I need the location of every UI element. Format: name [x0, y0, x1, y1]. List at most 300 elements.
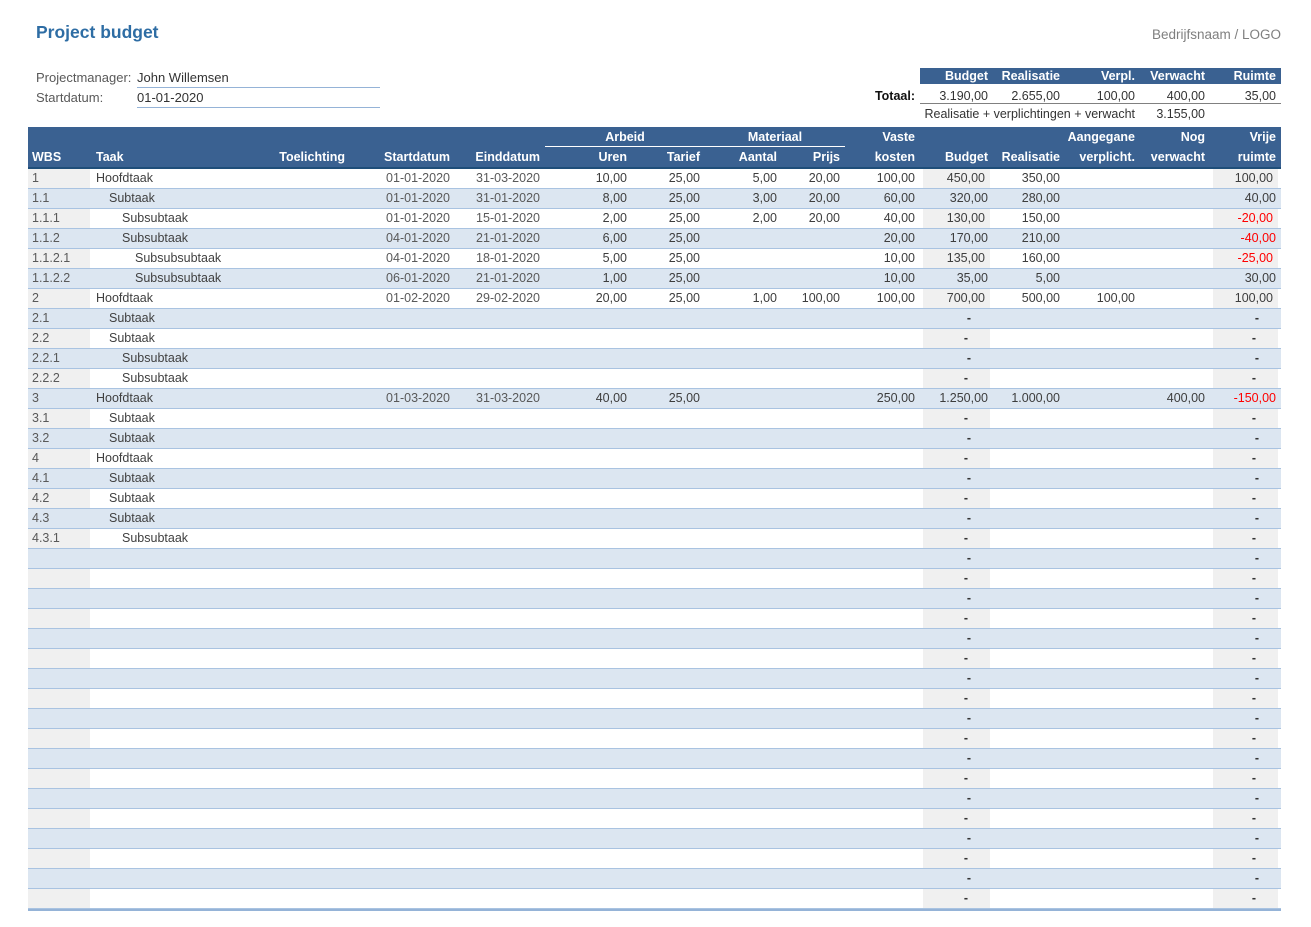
cell-startdatum[interactable] [350, 769, 455, 788]
cell-startdatum[interactable] [350, 469, 455, 488]
cell-wbs[interactable] [28, 829, 90, 848]
cell-toelichting[interactable] [255, 189, 350, 208]
cell-taak[interactable]: Hoofdtaak [96, 291, 153, 305]
cell-uren[interactable] [545, 889, 632, 908]
cell-kosten[interactable] [845, 649, 920, 668]
cell-kosten[interactable] [845, 849, 920, 868]
cell-wbs[interactable] [28, 549, 90, 568]
cell-verplicht[interactable] [1065, 429, 1140, 448]
cell-startdatum[interactable]: 04-01-2020 [386, 251, 450, 265]
cell-taak[interactable]: Subtaak [109, 331, 155, 345]
cell-toelichting[interactable] [255, 249, 350, 268]
cell-toelichting[interactable] [255, 329, 350, 348]
total-verwacht[interactable]: 400,00 [1140, 88, 1210, 104]
cell-prijs[interactable] [782, 649, 845, 668]
cell-verwacht[interactable] [1140, 169, 1210, 188]
cell-ruimte[interactable]: - [1210, 849, 1281, 868]
startdatum-field[interactable]: 01-01-2020 [137, 88, 380, 108]
cell-budget[interactable]: - [966, 831, 971, 845]
cell-ruimte[interactable]: - [1254, 591, 1259, 605]
cell-budget[interactable]: - [966, 311, 971, 325]
cell-aantal[interactable] [705, 629, 782, 648]
cell-verplicht[interactable] [1065, 489, 1140, 508]
cell-startdatum[interactable] [350, 509, 455, 528]
cell-verplicht[interactable] [1065, 869, 1140, 888]
cell-aantal[interactable] [705, 889, 782, 908]
cell-realisatie[interactable]: 5,00 [1035, 271, 1060, 285]
cell-uren[interactable] [545, 449, 632, 468]
cell-prijs[interactable]: 20,00 [808, 171, 840, 185]
cell-toelichting[interactable] [255, 409, 350, 428]
cell-prijs[interactable] [782, 629, 845, 648]
cell-wbs[interactable] [28, 869, 90, 888]
cell-prijs[interactable] [782, 389, 845, 408]
cell-budget[interactable]: - [966, 871, 971, 885]
cell-wbs[interactable]: 2.2 [28, 329, 90, 348]
cell-tarief[interactable] [632, 449, 705, 468]
cell-tarief[interactable]: 25,00 [668, 291, 700, 305]
cell-prijs[interactable] [782, 369, 845, 388]
cell-einddatum[interactable] [455, 529, 545, 548]
cell-uren[interactable]: 10,00 [595, 171, 627, 185]
cell-toelichting[interactable] [255, 509, 350, 528]
cell-toelichting[interactable] [255, 469, 350, 488]
cell-kosten[interactable] [845, 829, 920, 848]
cell-tarief[interactable]: 25,00 [668, 251, 700, 265]
cell-prijs[interactable] [782, 789, 845, 808]
cell-startdatum[interactable] [350, 349, 455, 368]
cell-startdatum[interactable] [350, 809, 455, 828]
cell-startdatum[interactable] [350, 869, 455, 888]
cell-toelichting[interactable] [255, 789, 350, 808]
cell-uren[interactable] [545, 769, 632, 788]
formula-value[interactable]: 3.155,00 [1156, 107, 1205, 121]
cell-uren[interactable] [545, 329, 632, 348]
cell-prijs[interactable] [782, 689, 845, 708]
cell-budget[interactable]: - [920, 729, 993, 748]
cell-verwacht[interactable] [1140, 889, 1210, 908]
cell-toelichting[interactable] [255, 629, 350, 648]
cell-taak[interactable] [90, 849, 255, 868]
cell-verwacht[interactable] [1140, 289, 1210, 308]
cell-wbs[interactable] [28, 609, 90, 628]
cell-uren[interactable] [545, 789, 632, 808]
cell-taak[interactable] [90, 569, 255, 588]
cell-verplicht[interactable] [1065, 749, 1140, 768]
cell-verwacht[interactable]: 400,00 [1166, 391, 1205, 405]
cell-verplicht[interactable] [1065, 309, 1140, 328]
cell-budget[interactable]: - [966, 751, 971, 765]
cell-verwacht[interactable] [1140, 369, 1210, 388]
cell-einddatum[interactable] [455, 589, 545, 608]
cell-aantal[interactable]: 1,00 [752, 291, 777, 305]
cell-realisatie[interactable] [993, 529, 1065, 548]
cell-tarief[interactable] [632, 569, 705, 588]
cell-einddatum[interactable]: 31-03-2020 [476, 391, 540, 405]
cell-uren[interactable]: 6,00 [602, 231, 627, 245]
cell-ruimte[interactable]: - [1210, 489, 1281, 508]
cell-toelichting[interactable] [255, 229, 350, 248]
cell-aantal[interactable] [705, 869, 782, 888]
cell-wbs[interactable] [28, 729, 90, 748]
cell-taak[interactable]: Subsubsubtaak [135, 251, 222, 265]
cell-aantal[interactable]: 2,00 [752, 211, 777, 225]
cell-uren[interactable] [545, 349, 632, 368]
cell-verplicht[interactable] [1065, 829, 1140, 848]
cell-tarief[interactable] [632, 889, 705, 908]
cell-budget[interactable]: - [966, 511, 971, 525]
cell-uren[interactable] [545, 649, 632, 668]
cell-einddatum[interactable] [455, 469, 545, 488]
cell-tarief[interactable] [632, 509, 705, 528]
cell-verplicht[interactable] [1065, 709, 1140, 728]
cell-taak[interactable] [90, 589, 255, 608]
cell-verwacht[interactable] [1140, 329, 1210, 348]
cell-einddatum[interactable] [455, 769, 545, 788]
cell-prijs[interactable] [782, 269, 845, 288]
cell-budget[interactable]: - [966, 591, 971, 605]
cell-startdatum[interactable]: 01-01-2020 [386, 171, 450, 185]
cell-startdatum[interactable]: 01-01-2020 [386, 211, 450, 225]
cell-verplicht[interactable] [1065, 509, 1140, 528]
cell-tarief[interactable]: 25,00 [668, 191, 700, 205]
cell-kosten[interactable] [845, 629, 920, 648]
cell-verplicht[interactable] [1065, 789, 1140, 808]
cell-verwacht[interactable] [1140, 769, 1210, 788]
cell-toelichting[interactable] [255, 889, 350, 908]
cell-ruimte[interactable]: - [1254, 511, 1259, 525]
cell-aantal[interactable] [705, 229, 782, 248]
cell-realisatie[interactable] [993, 449, 1065, 468]
cell-prijs[interactable] [782, 529, 845, 548]
cell-startdatum[interactable]: 01-03-2020 [386, 391, 450, 405]
cell-taak[interactable] [90, 869, 255, 888]
cell-prijs[interactable] [782, 249, 845, 268]
cell-budget[interactable]: - [920, 449, 993, 468]
cell-uren[interactable] [545, 409, 632, 428]
cell-taak[interactable] [90, 609, 255, 628]
cell-toelichting[interactable] [255, 449, 350, 468]
cell-realisatie[interactable] [993, 669, 1065, 688]
cell-tarief[interactable] [632, 429, 705, 448]
cell-aantal[interactable] [705, 509, 782, 528]
cell-prijs[interactable] [782, 229, 845, 248]
cell-aantal[interactable] [705, 329, 782, 348]
cell-toelichting[interactable] [255, 269, 350, 288]
cell-uren[interactable] [545, 669, 632, 688]
cell-startdatum[interactable] [350, 849, 455, 868]
cell-taak[interactable]: Subsubtaak [122, 531, 189, 545]
cell-verplicht[interactable] [1065, 169, 1140, 188]
cell-einddatum[interactable] [455, 709, 545, 728]
cell-tarief[interactable] [632, 749, 705, 768]
cell-ruimte[interactable]: - [1210, 809, 1281, 828]
cell-uren[interactable] [545, 709, 632, 728]
cell-toelichting[interactable] [255, 489, 350, 508]
cell-verplicht[interactable] [1065, 369, 1140, 388]
cell-einddatum[interactable] [455, 369, 545, 388]
cell-einddatum[interactable] [455, 669, 545, 688]
cell-aantal[interactable] [705, 429, 782, 448]
cell-realisatie[interactable] [993, 609, 1065, 628]
cell-toelichting[interactable] [255, 689, 350, 708]
cell-tarief[interactable]: 25,00 [668, 391, 700, 405]
cell-tarief[interactable] [632, 689, 705, 708]
cell-taak[interactable] [90, 549, 255, 568]
cell-wbs[interactable] [28, 849, 90, 868]
cell-tarief[interactable] [632, 589, 705, 608]
cell-verwacht[interactable] [1140, 309, 1210, 328]
cell-verwacht[interactable] [1140, 749, 1210, 768]
cell-verplicht[interactable] [1065, 449, 1140, 468]
cell-prijs[interactable] [782, 869, 845, 888]
cell-ruimte[interactable]: - [1254, 471, 1259, 485]
cell-wbs[interactable] [28, 569, 90, 588]
cell-prijs[interactable] [782, 749, 845, 768]
cell-prijs[interactable] [782, 669, 845, 688]
cell-kosten[interactable] [845, 489, 920, 508]
cell-wbs[interactable]: 1.1 [32, 191, 50, 205]
cell-einddatum[interactable] [455, 789, 545, 808]
cell-aantal[interactable] [705, 749, 782, 768]
cell-toelichting[interactable] [255, 849, 350, 868]
cell-startdatum[interactable] [350, 669, 455, 688]
cell-prijs[interactable] [782, 829, 845, 848]
cell-verwacht[interactable] [1140, 629, 1210, 648]
cell-ruimte[interactable]: - [1210, 609, 1281, 628]
cell-budget[interactable]: - [966, 671, 971, 685]
cell-verplicht[interactable] [1065, 469, 1140, 488]
cell-ruimte[interactable]: - [1254, 631, 1259, 645]
cell-uren[interactable] [545, 729, 632, 748]
cell-realisatie[interactable]: 150,00 [1021, 211, 1060, 225]
cell-einddatum[interactable] [455, 649, 545, 668]
cell-startdatum[interactable] [350, 689, 455, 708]
cell-ruimte[interactable]: - [1210, 769, 1281, 788]
cell-startdatum[interactable] [350, 729, 455, 748]
cell-realisatie[interactable] [993, 549, 1065, 568]
total-verpl[interactable]: 100,00 [1065, 88, 1140, 104]
cell-tarief[interactable] [632, 769, 705, 788]
cell-toelichting[interactable] [255, 809, 350, 828]
cell-kosten[interactable] [845, 789, 920, 808]
cell-einddatum[interactable]: 21-01-2020 [476, 231, 540, 245]
cell-uren[interactable] [545, 689, 632, 708]
cell-tarief[interactable] [632, 729, 705, 748]
cell-aantal[interactable] [705, 649, 782, 668]
cell-wbs[interactable] [28, 629, 90, 648]
cell-kosten[interactable] [845, 869, 920, 888]
cell-einddatum[interactable]: 15-01-2020 [476, 211, 540, 225]
cell-verplicht[interactable] [1065, 349, 1140, 368]
cell-realisatie[interactable] [993, 849, 1065, 868]
cell-taak[interactable] [90, 709, 255, 728]
cell-verwacht[interactable] [1140, 529, 1210, 548]
cell-wbs[interactable]: 1.1.2.1 [28, 249, 90, 268]
cell-verwacht[interactable] [1140, 809, 1210, 828]
cell-uren[interactable] [545, 369, 632, 388]
cell-kosten[interactable]: 100,00 [876, 171, 915, 185]
cell-prijs[interactable] [782, 549, 845, 568]
cell-realisatie[interactable] [993, 769, 1065, 788]
cell-verplicht[interactable] [1065, 769, 1140, 788]
cell-startdatum[interactable] [350, 709, 455, 728]
cell-verplicht[interactable] [1065, 249, 1140, 268]
cell-kosten[interactable] [845, 729, 920, 748]
cell-toelichting[interactable] [255, 529, 350, 548]
cell-realisatie[interactable]: 350,00 [1021, 171, 1060, 185]
cell-uren[interactable] [545, 609, 632, 628]
cell-einddatum[interactable] [455, 829, 545, 848]
cell-wbs[interactable]: 1.1.2.2 [32, 271, 71, 285]
cell-toelichting[interactable] [255, 829, 350, 848]
cell-kosten[interactable]: 40,00 [883, 211, 915, 225]
cell-kosten[interactable] [845, 449, 920, 468]
cell-taak[interactable] [90, 669, 255, 688]
cell-realisatie[interactable]: 500,00 [1021, 291, 1060, 305]
cell-budget[interactable]: - [920, 849, 993, 868]
cell-aantal[interactable] [705, 709, 782, 728]
cell-uren[interactable] [545, 309, 632, 328]
cell-verwacht[interactable] [1140, 669, 1210, 688]
cell-budget[interactable]: - [920, 649, 993, 668]
cell-einddatum[interactable] [455, 749, 545, 768]
cell-tarief[interactable] [632, 869, 705, 888]
cell-kosten[interactable] [845, 689, 920, 708]
cell-uren[interactable]: 20,00 [595, 291, 627, 305]
cell-verplicht[interactable] [1065, 649, 1140, 668]
cell-aantal[interactable] [705, 489, 782, 508]
cell-verwacht[interactable] [1140, 269, 1210, 288]
cell-verwacht[interactable] [1140, 649, 1210, 668]
cell-aantal[interactable] [705, 669, 782, 688]
cell-budget[interactable]: 135,00 [920, 249, 993, 268]
cell-ruimte[interactable]: - [1210, 889, 1281, 908]
cell-verwacht[interactable] [1140, 429, 1210, 448]
cell-einddatum[interactable] [455, 509, 545, 528]
cell-verplicht[interactable] [1065, 669, 1140, 688]
cell-toelichting[interactable] [255, 649, 350, 668]
cell-verwacht[interactable] [1140, 209, 1210, 228]
cell-aantal[interactable] [705, 369, 782, 388]
cell-kosten[interactable] [845, 349, 920, 368]
cell-tarief[interactable] [632, 369, 705, 388]
cell-prijs[interactable] [782, 509, 845, 528]
cell-prijs[interactable] [782, 709, 845, 728]
cell-realisatie[interactable] [993, 729, 1065, 748]
cell-prijs[interactable] [782, 769, 845, 788]
cell-startdatum[interactable] [350, 749, 455, 768]
cell-kosten[interactable] [845, 589, 920, 608]
cell-realisatie[interactable] [993, 709, 1065, 728]
cell-startdatum[interactable] [350, 629, 455, 648]
cell-startdatum[interactable] [350, 549, 455, 568]
cell-einddatum[interactable] [455, 629, 545, 648]
cell-aantal[interactable] [705, 569, 782, 588]
cell-tarief[interactable] [632, 849, 705, 868]
cell-aantal[interactable] [705, 609, 782, 628]
cell-verwacht[interactable] [1140, 829, 1210, 848]
cell-realisatie[interactable] [993, 689, 1065, 708]
cell-taak[interactable] [90, 729, 255, 748]
cell-kosten[interactable] [845, 429, 920, 448]
cell-budget[interactable]: 130,00 [920, 209, 993, 228]
cell-tarief[interactable] [632, 489, 705, 508]
cell-toelichting[interactable] [255, 209, 350, 228]
cell-kosten[interactable] [845, 609, 920, 628]
cell-taak[interactable]: Subsubsubtaak [135, 271, 222, 285]
cell-uren[interactable] [545, 829, 632, 848]
cell-tarief[interactable] [632, 829, 705, 848]
cell-aantal[interactable] [705, 549, 782, 568]
cell-kosten[interactable] [845, 749, 920, 768]
cell-verplicht[interactable] [1065, 229, 1140, 248]
cell-ruimte[interactable]: -25,00 [1210, 249, 1281, 268]
cell-uren[interactable] [545, 869, 632, 888]
cell-verwacht[interactable] [1140, 609, 1210, 628]
cell-uren[interactable]: 5,00 [602, 251, 627, 265]
cell-einddatum[interactable] [455, 889, 545, 908]
cell-wbs[interactable]: 1 [28, 169, 90, 188]
cell-verplicht[interactable]: 100,00 [1096, 291, 1135, 305]
cell-uren[interactable]: 1,00 [602, 271, 627, 285]
cell-budget[interactable]: - [920, 489, 993, 508]
cell-ruimte[interactable]: - [1254, 431, 1259, 445]
cell-toelichting[interactable] [255, 389, 350, 408]
cell-startdatum[interactable]: 04-01-2020 [386, 231, 450, 245]
cell-taak[interactable]: Subsubtaak [122, 371, 189, 385]
cell-ruimte[interactable]: - [1254, 711, 1259, 725]
cell-uren[interactable] [545, 749, 632, 768]
cell-uren[interactable] [545, 809, 632, 828]
cell-ruimte[interactable]: 30,00 [1244, 271, 1276, 285]
cell-prijs[interactable] [782, 589, 845, 608]
cell-wbs[interactable]: 3.2 [32, 431, 50, 445]
cell-realisatie[interactable] [993, 509, 1065, 528]
cell-ruimte[interactable]: 100,00 [1210, 289, 1281, 308]
cell-toelichting[interactable] [255, 429, 350, 448]
cell-budget[interactable]: - [920, 609, 993, 628]
cell-prijs[interactable] [782, 849, 845, 868]
cell-einddatum[interactable] [455, 429, 545, 448]
cell-kosten[interactable] [845, 569, 920, 588]
cell-prijs[interactable] [782, 609, 845, 628]
cell-toelichting[interactable] [255, 289, 350, 308]
cell-taak[interactable] [90, 629, 255, 648]
cell-verplicht[interactable] [1065, 529, 1140, 548]
cell-kosten[interactable] [845, 509, 920, 528]
cell-taak[interactable] [90, 829, 255, 848]
cell-taak[interactable]: Subsubtaak [122, 231, 189, 245]
projectmanager-field[interactable]: John Willemsen [137, 68, 380, 88]
cell-realisatie[interactable]: 210,00 [1021, 231, 1060, 245]
cell-tarief[interactable] [632, 329, 705, 348]
cell-budget[interactable]: 450,00 [920, 169, 993, 188]
cell-realisatie[interactable]: 280,00 [1021, 191, 1060, 205]
cell-startdatum[interactable] [350, 489, 455, 508]
cell-verwacht[interactable] [1140, 449, 1210, 468]
cell-einddatum[interactable]: 29-02-2020 [476, 291, 540, 305]
cell-taak[interactable] [90, 809, 255, 828]
cell-taak[interactable]: Subtaak [109, 191, 155, 205]
cell-verwacht[interactable] [1140, 349, 1210, 368]
cell-tarief[interactable] [632, 649, 705, 668]
cell-aantal[interactable]: 5,00 [752, 171, 777, 185]
cell-kosten[interactable] [845, 769, 920, 788]
cell-verwacht[interactable] [1140, 789, 1210, 808]
cell-kosten[interactable]: 250,00 [876, 391, 915, 405]
cell-ruimte[interactable]: - [1254, 791, 1259, 805]
